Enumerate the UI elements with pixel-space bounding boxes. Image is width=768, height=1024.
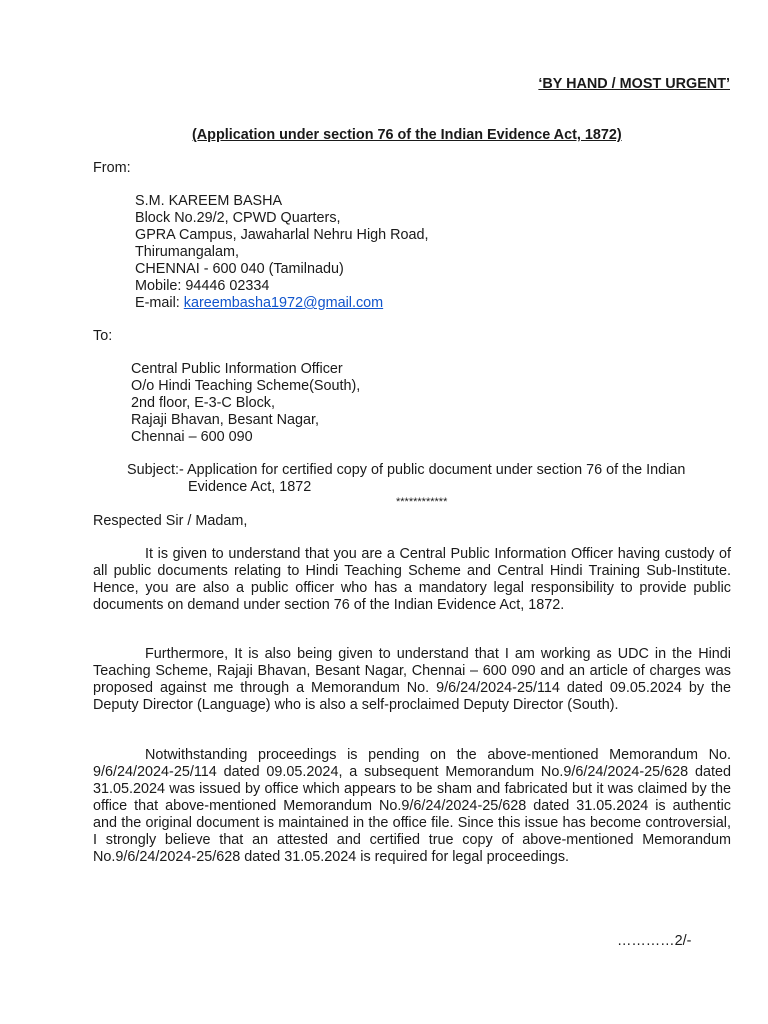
sender-address-line: Block No.29/2, CPWD Quarters, [135, 210, 341, 226]
sender-email-row [135, 295, 429, 312]
body-paragraph [93, 646, 731, 714]
from-label: From: [93, 160, 131, 176]
separator: ************ [396, 496, 448, 508]
to-label: To: [93, 328, 113, 344]
recipient-line: 2nd floor, E-3-C Block, [131, 395, 275, 411]
recipient-line: Central Public Information Officer [131, 361, 343, 377]
recipient-line: O/o Hindi Teaching Scheme(South), [131, 378, 361, 394]
recipient-line: Rajaji Bhavan, Besant Nagar, [131, 412, 319, 428]
paragraph-text: It is given to understand that you are a Central Public Information Officer having custody of all public documents relating to Hindi Teaching Scheme and Central Hindi Training Sub-Institute. Hence, you are also a public officer who has a mandatory legal responsibility to provide public documents on demand under section 76 of the Indian Evidence Act, 1872. [93, 546, 731, 613]
recipient-address [131, 361, 360, 446]
body-paragraph [93, 747, 731, 866]
recipient-line: Chennai – 600 090 [131, 429, 253, 445]
sender-address-line: Thirumangalam, [135, 244, 239, 260]
sender-name: S.M. KAREEM BASHA [135, 193, 283, 209]
sender-mobile: Mobile: 94446 02334 [135, 278, 270, 294]
sender-address [135, 193, 429, 312]
sender-address-line: GPRA Campus, Jawaharlal Nehru High Road, [135, 227, 429, 243]
subject-line-continued: Evidence Act, 1872 [188, 479, 312, 495]
document-title: (Application under section 76 of the Indian Evidence Act, 1872) [192, 127, 622, 143]
salutation: Respected Sir / Madam, [93, 513, 248, 529]
subject-line: Subject:- Application for certified copy of public document under section 76 of the Indian [127, 462, 686, 478]
page-continuation-marker: …………2/- [617, 933, 692, 949]
paragraph-text: Furthermore, It is also being given to understand that I am working as UDC in the Hindi Teaching Scheme, Rajaji Bhavan, Besant Nagar, Chennai – 600 090 and an article of charges was proposed against me through a Memorandum No. 9/6/24/2024-25/114 dated 09.05.2024 by the Deputy Director (Language) who is also a self-proclaimed Deputy Director (South). [93, 646, 731, 713]
email-label: E-mail: [135, 295, 184, 311]
email-link[interactable]: kareembasha1972@gmail.com [183, 295, 384, 311]
paragraph-text: Notwithstanding proceedings is pending on the above-mentioned Memorandum No. 9/6/24/2024-25/114 dated 09.05.2024, a subsequent Memorandum No.9/6/24/2024-25/628 dated 31.05.2024 was issued by office which appears to be sham and fabricated but it was claimed by the office that above-mentioned Memorandum No.9/6/24/2024-25/628 dated 31.05.2024 is authentic and the original document is maintained in the office file. Since this issue has become controversial, I strongly believe that an attested and certified true copy of above-mentioned Memorandum No.9/6/24/2024-25/628 dated 31.05.2024 is required for legal proceedings. [93, 747, 731, 865]
sender-address-line: CHENNAI - 600 040 (Tamilnadu) [135, 261, 344, 277]
urgency-heading: ‘BY HAND / MOST URGENT’ [538, 76, 730, 92]
body-paragraph [93, 546, 731, 614]
